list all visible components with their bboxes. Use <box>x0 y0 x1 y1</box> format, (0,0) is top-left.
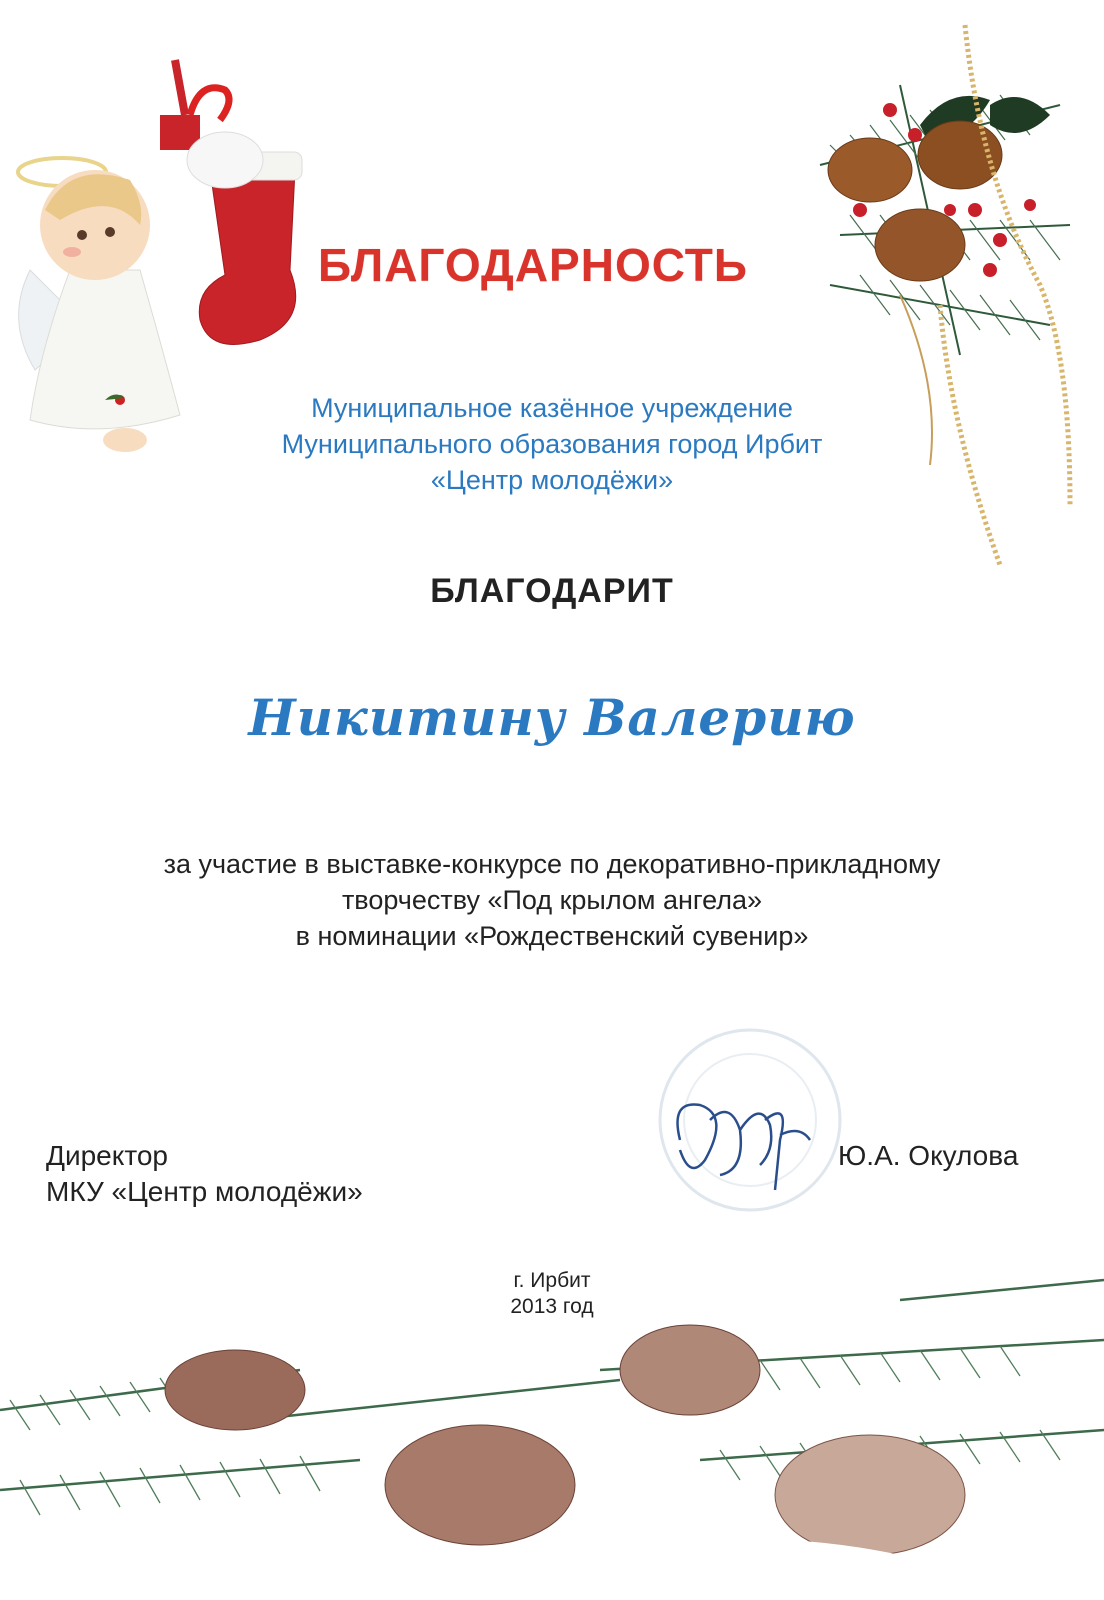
signatory-position-line-2: МКУ «Центр молодёжи» <box>46 1176 363 1207</box>
pine-border-illustration <box>0 1260 1104 1600</box>
institution-line-1: Муниципальное казённое учреждение <box>311 393 793 423</box>
signature <box>660 1080 830 1200</box>
institution-line-2: Муниципального образования город Ирбит <box>281 429 823 459</box>
reason-line-3: в номинации «Рождественский сувенир» <box>295 921 809 951</box>
place: г. Ирбит <box>513 1269 591 1292</box>
certificate-title: БЛАГОДАРНОСТЬ <box>318 239 748 291</box>
pine-cones-holly-illustration <box>800 25 1090 585</box>
year: 2013 год <box>510 1295 594 1318</box>
recipient-name: Никитину Валерию <box>248 688 856 747</box>
institution-line-3: «Центр молодёжи» <box>430 465 674 495</box>
reason-line-2: творчеству «Под крылом ангела» <box>341 885 763 915</box>
signatory-name: Ю.А. Окулова <box>838 1140 1019 1171</box>
reason-line-1: за участие в выставке-конкурсе по декоративно-прикладному <box>163 849 941 879</box>
thanks-heading: БЛАГОДАРИТ <box>430 572 674 610</box>
signatory-position-line-1: Директор <box>46 1140 168 1171</box>
